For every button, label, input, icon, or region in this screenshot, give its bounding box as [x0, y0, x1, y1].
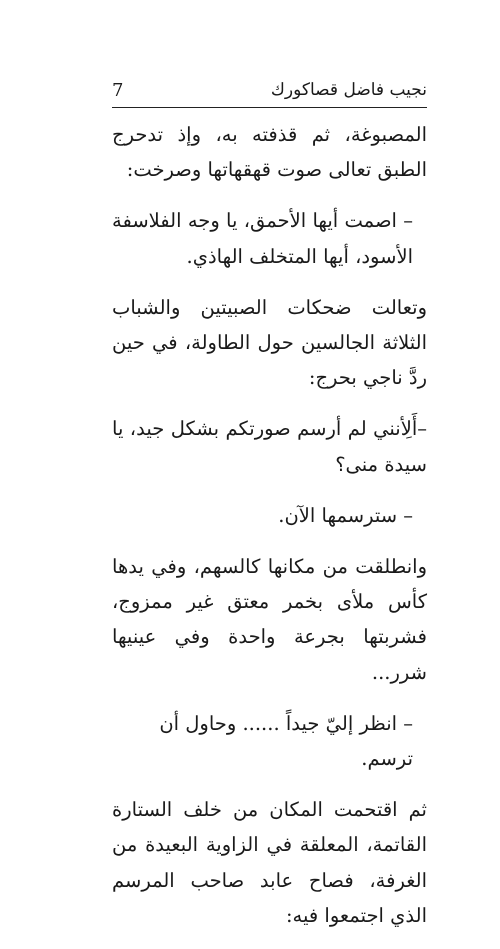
dialogue-line: – اصمت أيها الأحمق، يا وجه الفلاسفة الأسود، أيها المتخلف الهاذي. — [112, 209, 413, 268]
page-number: 7 — [112, 80, 124, 101]
paragraph: وانطلقت من مكانها كالسهم، وفي يدها كأس ملأى بخمر معتق غير ممزوج، فشربتها بجرعة واحدة وفي عينيها شرر... — [112, 555, 427, 684]
paragraph: ثم اقتحمت المكان من خلف الستارة القاتمة، المعلقة في الزاوية البعيدة من الغرفة، فصاح عابد صاحب المرسم الذي اجتمعوا فيه: — [112, 798, 427, 927]
page-header — [112, 78, 427, 106]
body-text — [112, 117, 427, 949]
paragraph: المصبوغة، ثم قذفته به، وإذ تدحرج الطبق تعالى صوت قهقهاتها وصرخت: — [112, 123, 427, 182]
dialogue-line: – سترسمها الآن. — [278, 503, 413, 527]
running-title: نجيب فاضل قصاكورك — [270, 80, 427, 100]
header-rule — [112, 107, 427, 108]
dialogue-line: –أَلِأنني لم أرسم صورتكم بشكل جيد، يا سيدة منى؟ — [112, 417, 427, 476]
paragraph: وتعالت ضحكات الصبيتين والشباب الثلاثة الجالسين حول الطاولة، في حين ردَّ ناجي بحرج: — [112, 295, 427, 390]
dialogue-line: – انظر إليّ جيداً ...... وحاول أن ترسم. — [159, 711, 413, 771]
